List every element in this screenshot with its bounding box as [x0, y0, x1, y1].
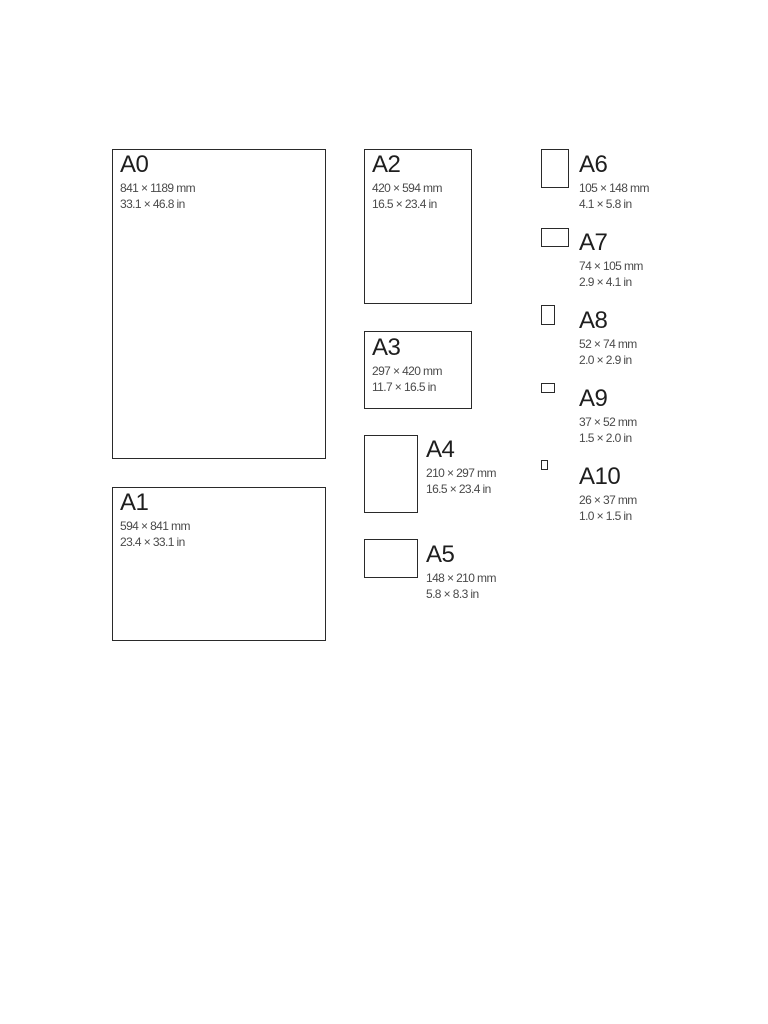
sheet-a4-outline — [364, 435, 418, 513]
size-mm-a3: 297 × 420 mm — [372, 364, 442, 378]
label-a4 — [426, 438, 496, 497]
size-in-a0: 33.1 × 46.8 in — [120, 197, 185, 211]
size-in-a1: 23.4 × 33.1 in — [120, 535, 185, 549]
size-mm-a6: 105 × 148 mm — [579, 181, 649, 195]
size-name-a9: A9 — [579, 385, 608, 412]
size-in-a10: 1.0 × 1.5 in — [579, 509, 632, 523]
label-a0 — [120, 153, 195, 212]
label-a7 — [579, 231, 643, 290]
size-in-a6: 4.1 × 5.8 in — [579, 197, 632, 211]
size-in-a9: 1.5 × 2.0 in — [579, 431, 632, 445]
size-mm-a2: 420 × 594 mm — [372, 181, 442, 195]
sheet-a6-outline — [541, 149, 569, 188]
sheet-a10-outline — [541, 460, 548, 470]
size-in-a4: 16.5 × 23.4 in — [426, 482, 491, 496]
size-in-a3: 11.7 × 16.5 in — [372, 380, 436, 394]
size-in-a7: 2.9 × 4.1 in — [579, 275, 632, 289]
size-name-a7: A7 — [579, 229, 608, 256]
label-a8 — [579, 309, 637, 368]
size-name-a3: A3 — [372, 334, 401, 361]
sheet-a5-outline — [364, 539, 418, 578]
size-name-a2: A2 — [372, 151, 401, 178]
size-in-a2: 16.5 × 23.4 in — [372, 197, 437, 211]
sheet-a9-outline — [541, 383, 555, 393]
size-mm-a5: 148 × 210 mm — [426, 571, 496, 585]
label-a2 — [372, 153, 442, 212]
size-name-a1: A1 — [120, 489, 149, 516]
label-a6 — [579, 153, 649, 212]
label-a3 — [372, 336, 442, 395]
size-name-a5: A5 — [426, 541, 455, 568]
label-a10 — [579, 465, 637, 524]
size-mm-a4: 210 × 297 mm — [426, 466, 496, 480]
sheet-a8-outline — [541, 305, 555, 325]
size-mm-a1: 594 × 841 mm — [120, 519, 190, 533]
size-mm-a7: 74 × 105 mm — [579, 259, 643, 273]
label-a5 — [426, 543, 496, 602]
size-mm-a0: 841 × 1189 mm — [120, 181, 196, 195]
size-name-a6: A6 — [579, 151, 608, 178]
size-name-a8: A8 — [579, 307, 608, 334]
sheet-a7-outline — [541, 228, 569, 247]
size-mm-a9: 37 × 52 mm — [579, 415, 637, 429]
size-name-a4: A4 — [426, 436, 455, 463]
size-mm-a10: 26 × 37 mm — [579, 493, 637, 507]
label-a9 — [579, 387, 637, 446]
size-mm-a8: 52 × 74 mm — [579, 337, 637, 351]
size-in-a5: 5.8 × 8.3 in — [426, 587, 479, 601]
size-name-a0: A0 — [120, 151, 149, 178]
size-name-a10: A10 — [579, 463, 621, 490]
size-in-a8: 2.0 × 2.9 in — [579, 353, 632, 367]
label-a1 — [120, 491, 190, 550]
